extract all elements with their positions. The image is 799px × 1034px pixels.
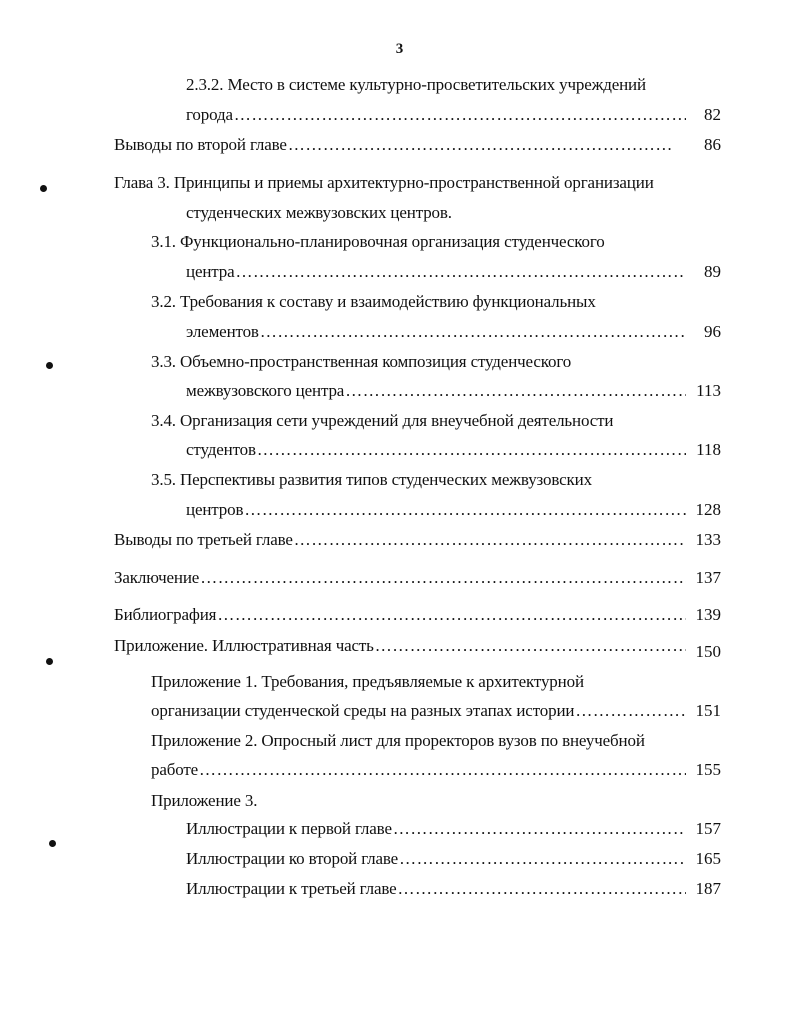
toc-entry-3-5-line1: 3.5. Перспективы развития типов студенческих межвузовских [151, 470, 592, 489]
toc-text: Иллюстрации к третьей главе [186, 879, 397, 898]
margin-bullet [46, 658, 53, 665]
toc-text: элементов [186, 322, 259, 341]
leader-dots [236, 260, 686, 284]
leader-dots [288, 133, 673, 157]
toc-appendix-2-line1: Приложение 2. Опросный лист для проректоров вузов по внеучебной [151, 731, 645, 750]
toc-text: организации студенческой среды на разных этапах истории [151, 701, 575, 720]
leader-dots [257, 438, 686, 462]
toc-illustrations-ch3 [186, 877, 686, 901]
leader-dots [294, 528, 686, 552]
toc-entry-3-2-line2 [186, 320, 686, 344]
toc-page-number: 82 [704, 105, 721, 124]
toc-text: Иллюстрации ко второй главе [186, 849, 399, 868]
toc-appendix-3: Приложение 3. [151, 791, 258, 810]
leader-dots [345, 379, 686, 403]
toc-page-number: 96 [704, 322, 721, 341]
toc-text: Иллюстрации к первой главе [186, 819, 392, 838]
toc-chapter-3-line1: Глава 3. Принципы и приемы архитектурно-пространственной организации [114, 173, 654, 192]
toc-entry-conclusions-ch2 [114, 133, 673, 157]
toc-text: Заключение [114, 568, 200, 587]
leader-dots [244, 498, 686, 522]
toc-entry-bibliography [114, 603, 686, 627]
toc-page-number: 151 [695, 701, 721, 720]
toc-text: Выводы по второй главе [114, 135, 287, 154]
toc-page-number: 157 [695, 819, 721, 838]
margin-bullet [46, 362, 53, 369]
leader-dots [200, 566, 686, 590]
leader-dots [217, 603, 686, 627]
leader-dots [575, 699, 686, 723]
toc-entry-3-4-line2 [186, 438, 686, 462]
toc-page-number: 89 [704, 262, 721, 281]
toc-appendix-2-line2 [151, 758, 686, 782]
margin-bullet [49, 840, 56, 847]
toc-entry-3-3-line2 [186, 379, 686, 403]
toc-page-number: 155 [695, 760, 721, 779]
toc-appendix-1-line2 [151, 699, 686, 723]
toc-text: Выводы по третьей главе [114, 530, 293, 549]
toc-appendix-1-line1: Приложение 1. Требования, предъявляемые к архитектурной [151, 672, 584, 691]
toc-page-number: 137 [695, 568, 721, 587]
toc-text: работе [151, 760, 199, 779]
toc-page-number: 128 [695, 500, 721, 519]
toc-entry-3-2-line1: 3.2. Требования к составу и взаимодействию функциональных [151, 292, 596, 311]
leader-dots [199, 758, 686, 782]
toc-text: межвузовского центра [186, 381, 345, 400]
toc-text: студентов [186, 440, 256, 459]
page-number: 3 [395, 41, 404, 57]
toc-entry-3-1-line1: 3.1. Функционально-планировочная организация студенческого [151, 232, 605, 251]
toc-page-number: 150 [695, 642, 721, 661]
leader-dots [399, 847, 686, 871]
toc-entry-2-3-2-line2 [186, 103, 686, 127]
toc-text: центра [186, 262, 235, 281]
toc-page-number: 139 [695, 605, 721, 624]
toc-entry-2-3-2-line1: 2.3.2. Место в системе культурно-просветительских учреждений [186, 75, 646, 94]
toc-page-number: 165 [695, 849, 721, 868]
leader-dots [375, 634, 686, 658]
toc-entry-3-3-line1: 3.3. Объемно-пространственная композиция студенческого [151, 352, 572, 371]
toc-illustrations-ch2 [186, 847, 686, 871]
toc-text: центров [186, 500, 244, 519]
toc-text: города [186, 105, 233, 124]
leader-dots [393, 817, 686, 841]
leader-dots [234, 103, 686, 127]
toc-entry-3-5-line2 [186, 498, 686, 522]
toc-entry-3-1-line2 [186, 260, 686, 284]
toc-page-number: 113 [696, 381, 721, 400]
toc-chapter-3-line2: студенческих межвузовских центров. [186, 203, 452, 222]
toc-page-number: 133 [695, 530, 721, 549]
toc-entry-conclusion [114, 566, 686, 590]
toc-entry-conclusions-ch3 [114, 528, 686, 552]
toc-entry-3-4-line1: 3.4. Организация сети учреждений для внеучебной деятельности [151, 411, 614, 430]
toc-text: Библиография [114, 605, 217, 624]
margin-bullet [40, 185, 47, 192]
toc-page-number: 86 [704, 135, 721, 154]
toc-page-number: 118 [696, 440, 721, 459]
leader-dots [260, 320, 686, 344]
toc-page-number: 187 [695, 879, 721, 898]
leader-dots [398, 877, 686, 901]
toc-illustrations-ch1 [186, 817, 686, 841]
toc-entry-appendix [114, 634, 686, 658]
toc-text: Приложение. Иллюстративная часть [114, 636, 374, 655]
